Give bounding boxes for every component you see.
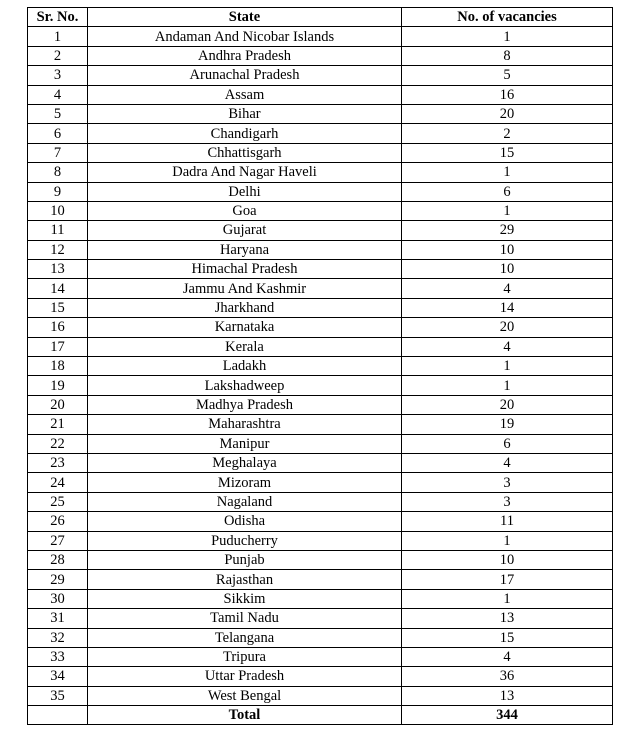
cell-sr-no: 33 [28, 647, 88, 666]
cell-vacancies: 4 [402, 453, 613, 472]
table-row [28, 143, 613, 162]
cell-sr-no: 23 [28, 453, 88, 472]
cell-state: Chhattisgarh [88, 143, 402, 162]
cell-sr-no: 29 [28, 570, 88, 589]
cell-state: Meghalaya [88, 453, 402, 472]
cell-sr-no: 2 [28, 46, 88, 65]
table-row [28, 46, 613, 65]
cell-state: Kerala [88, 337, 402, 356]
cell-vacancies: 20 [402, 104, 613, 123]
cell-sr-no: 17 [28, 337, 88, 356]
cell-state: Odisha [88, 512, 402, 531]
cell-vacancies: 1 [402, 531, 613, 550]
cell-vacancies: 5 [402, 66, 613, 85]
table-row [28, 318, 613, 337]
cell-state: Haryana [88, 240, 402, 259]
table-row [28, 124, 613, 143]
cell-sr-no: 28 [28, 550, 88, 569]
cell-vacancies: 2 [402, 124, 613, 143]
cell-state: Uttar Pradesh [88, 667, 402, 686]
cell-state: Dadra And Nagar Haveli [88, 163, 402, 182]
cell-state: Nagaland [88, 492, 402, 511]
cell-vacancies: 8 [402, 46, 613, 65]
cell-sr-no: 27 [28, 531, 88, 550]
cell-vacancies: 1 [402, 27, 613, 46]
cell-vacancies: 3 [402, 492, 613, 511]
cell-vacancies: 1 [402, 163, 613, 182]
table-row [28, 279, 613, 298]
cell-vacancies: 19 [402, 415, 613, 434]
cell-state: Jammu And Kashmir [88, 279, 402, 298]
cell-sr-no: 21 [28, 415, 88, 434]
table-row [28, 240, 613, 259]
cell-sr-no: 12 [28, 240, 88, 259]
cell-sr-no: 11 [28, 221, 88, 240]
cell-state: Gujarat [88, 221, 402, 240]
cell-vacancies: 15 [402, 143, 613, 162]
table-row [28, 182, 613, 201]
cell-sr-no: 13 [28, 260, 88, 279]
cell-state: Assam [88, 85, 402, 104]
cell-vacancies: 13 [402, 609, 613, 628]
cell-sr-no: 3 [28, 66, 88, 85]
cell-sr-no: 19 [28, 376, 88, 395]
cell-sr-no: 24 [28, 473, 88, 492]
cell-sr-no: 1 [28, 27, 88, 46]
cell-sr-no: 32 [28, 628, 88, 647]
cell-state: Karnataka [88, 318, 402, 337]
cell-state: Ladakh [88, 357, 402, 376]
table-row [28, 550, 613, 569]
table-row [28, 609, 613, 628]
cell-vacancies: 1 [402, 357, 613, 376]
cell-sr-no: 5 [28, 104, 88, 123]
cell-vacancies: 4 [402, 337, 613, 356]
cell-state: Lakshadweep [88, 376, 402, 395]
cell-state: Tripura [88, 647, 402, 666]
cell-vacancies: 4 [402, 279, 613, 298]
table-row [28, 686, 613, 705]
vacancies-table [27, 7, 613, 725]
cell-sr-no: 9 [28, 182, 88, 201]
cell-state: Himachal Pradesh [88, 260, 402, 279]
cell-sr-no: 18 [28, 357, 88, 376]
cell-state: Chandigarh [88, 124, 402, 143]
cell-sr-no: 30 [28, 589, 88, 608]
cell-sr-no: 31 [28, 609, 88, 628]
table-row [28, 647, 613, 666]
table-row [28, 221, 613, 240]
cell-vacancies: 10 [402, 260, 613, 279]
cell-vacancies: 15 [402, 628, 613, 647]
cell-state: Madhya Pradesh [88, 395, 402, 414]
table-row [28, 357, 613, 376]
cell-vacancies: 29 [402, 221, 613, 240]
table-row [28, 434, 613, 453]
cell-state: Goa [88, 201, 402, 220]
total-label: Total [88, 706, 402, 725]
cell-sr-no: 26 [28, 512, 88, 531]
cell-sr-no: 6 [28, 124, 88, 143]
cell-vacancies: 10 [402, 550, 613, 569]
cell-vacancies: 4 [402, 647, 613, 666]
cell-sr-no: 34 [28, 667, 88, 686]
cell-state: Telangana [88, 628, 402, 647]
total-empty-cell [28, 706, 88, 725]
table-row [28, 298, 613, 317]
table-row [28, 104, 613, 123]
cell-state: Sikkim [88, 589, 402, 608]
cell-vacancies: 10 [402, 240, 613, 259]
cell-vacancies: 20 [402, 318, 613, 337]
cell-state: Mizoram [88, 473, 402, 492]
cell-vacancies: 16 [402, 85, 613, 104]
table-row [28, 473, 613, 492]
cell-vacancies: 11 [402, 512, 613, 531]
table-row [28, 512, 613, 531]
cell-vacancies: 36 [402, 667, 613, 686]
cell-sr-no: 10 [28, 201, 88, 220]
table-row [28, 395, 613, 414]
cell-vacancies: 6 [402, 434, 613, 453]
cell-vacancies: 1 [402, 201, 613, 220]
table-row [28, 570, 613, 589]
table-row [28, 492, 613, 511]
cell-vacancies: 3 [402, 473, 613, 492]
table-body [28, 27, 613, 706]
cell-sr-no: 15 [28, 298, 88, 317]
header-state: State [88, 8, 402, 27]
cell-state: Maharashtra [88, 415, 402, 434]
table-row [28, 376, 613, 395]
table-header-row [28, 8, 613, 27]
table-row [28, 453, 613, 472]
cell-vacancies: 1 [402, 376, 613, 395]
table-row [28, 85, 613, 104]
document-page [27, 7, 612, 725]
table-row [28, 201, 613, 220]
cell-sr-no: 25 [28, 492, 88, 511]
cell-sr-no: 22 [28, 434, 88, 453]
cell-vacancies: 13 [402, 686, 613, 705]
table-row [28, 260, 613, 279]
cell-sr-no: 16 [28, 318, 88, 337]
header-sr-no: Sr. No. [28, 8, 88, 27]
table-row [28, 628, 613, 647]
cell-state: Andaman And Nicobar Islands [88, 27, 402, 46]
cell-state: Tamil Nadu [88, 609, 402, 628]
table-row [28, 415, 613, 434]
cell-state: Puducherry [88, 531, 402, 550]
cell-sr-no: 7 [28, 143, 88, 162]
table-row [28, 589, 613, 608]
table-row [28, 337, 613, 356]
cell-sr-no: 20 [28, 395, 88, 414]
table-row [28, 27, 613, 46]
table-row [28, 667, 613, 686]
cell-vacancies: 6 [402, 182, 613, 201]
cell-state: Jharkhand [88, 298, 402, 317]
total-value: 344 [402, 706, 613, 725]
cell-state: Rajasthan [88, 570, 402, 589]
cell-sr-no: 8 [28, 163, 88, 182]
cell-sr-no: 4 [28, 85, 88, 104]
table-row [28, 66, 613, 85]
cell-sr-no: 35 [28, 686, 88, 705]
cell-sr-no: 14 [28, 279, 88, 298]
cell-vacancies: 17 [402, 570, 613, 589]
cell-vacancies: 1 [402, 589, 613, 608]
cell-state: West Bengal [88, 686, 402, 705]
table-row [28, 531, 613, 550]
cell-state: Andhra Pradesh [88, 46, 402, 65]
header-vacancies: No. of vacancies [402, 8, 613, 27]
cell-vacancies: 20 [402, 395, 613, 414]
cell-state: Punjab [88, 550, 402, 569]
cell-state: Manipur [88, 434, 402, 453]
cell-vacancies: 14 [402, 298, 613, 317]
table-row [28, 163, 613, 182]
total-row [28, 706, 613, 725]
cell-state: Bihar [88, 104, 402, 123]
cell-state: Delhi [88, 182, 402, 201]
cell-state: Arunachal Pradesh [88, 66, 402, 85]
